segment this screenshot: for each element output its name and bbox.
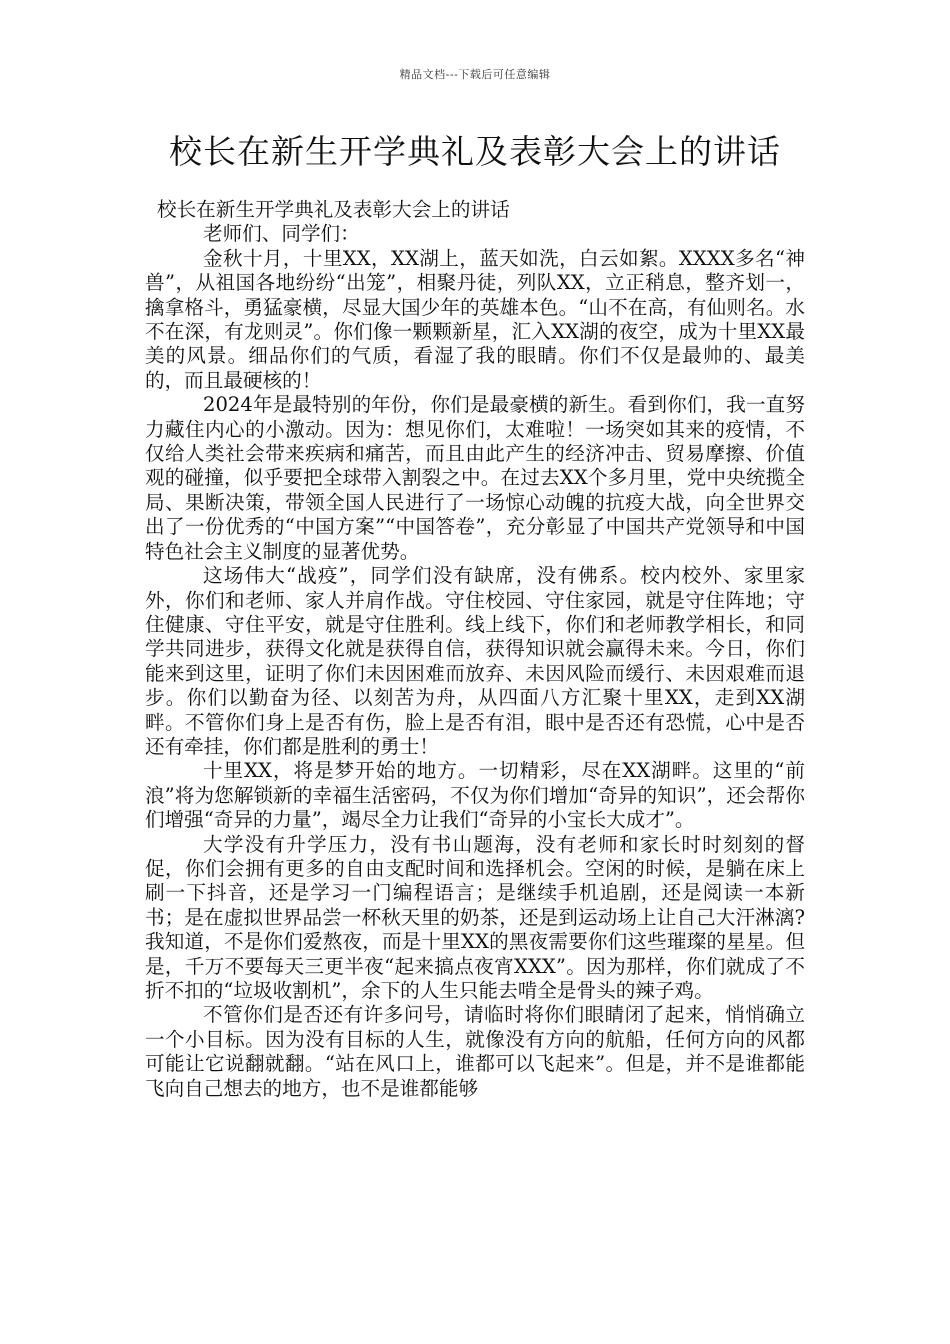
paragraph-4: 十里XX，将是梦开始的地方。一切精彩，尽在XX湖畔。这里的“前浪”将为您解锁新的幸福生活密码，不仅为你们增加“奇异的知识”，还会帮你们增强“奇异的力量”，竭尽全力让我们“奇异的小宝长大成才”。	[145, 759, 805, 832]
document-body	[145, 198, 805, 1101]
paragraph-6: 不管你们是否还有许多问号，请临时将你们眼睛闭了起来，悄悄确立一个小目标。因为没有目标的人生，就像没有方向的航船，任何方向的风都可能让它说翻就翻。“站在风口上，谁都可以飞起来”。但是，并不是谁都能飞向自己想去的地方，也不是谁都能够	[145, 1003, 805, 1100]
speech-subtitle: 校长在新生开学典礼及表彰大会上的讲话	[157, 198, 510, 221]
paragraph-1: 金秋十月，十里XX，XX湖上，蓝天如洗，白云如絮。XXXX多名“神兽”，从祖国各地纷纷“出笼”，相聚丹徒，列队XX，立正稍息，整齐划一，擒拿格斗，勇猛豪横，尽显大国少年的英雄本色。“山不在高，有仙则名。水不在深，有龙则灵”。你们像一颗颗新星，汇入XX湖的夜空，成为十里XX最美的风景。细品你们的气质，看湿了我的眼睛。你们不仅是最帅的、最美的，而且最硬核的！	[145, 246, 805, 392]
paragraph-3: 这场伟大“战疫”，同学们没有缺席，没有佛系。校内校外、家里家外，你们和老师、家人并肩作战。守住校园、守住家园，就是守住阵地；守住健康、守住平安，就是守住胜利。线上线下，你们和老师教学相长，和同学共同进步，获得文化就是获得自信，获得知识就会赢得未来。今日，你们能来到这里，证明了你们未因困难而放弃、未因风险而缓行、未因艰难而退步。你们以勤奋为径、以刻苦为舟，从四面八方汇聚十里XX，走到XX湖畔。不管你们身上是否有伤，脸上是否有泪，眼中是否还有恐慌，心中是否还有牵挂，你们都是胜利的勇士！	[145, 564, 805, 758]
salutation: 老师们、同学们：	[203, 222, 360, 246]
paragraph-2: 2024年是最特别的年份，你们是最豪横的新生。看到你们，我一直努力藏住内心的小激动。因为：想见你们，太难啦！一场突如其来的疫情，不仅给人类社会带来疾病和痛苦，而且由此产生的经济冲击、贸易摩擦、价值观的碰撞，似乎要把全球带入割裂之中。在过去XX个多月里，党中央统揽全局、果断决策，带领全国人民进行了一场惊心动魄的抗疫大战，向全世界交出了一份优秀的“中国方案”“中国答卷”，充分彰显了中国共产党领导和中国特色社会主义制度的显著优势。	[145, 393, 805, 563]
header-note: 精品文档---下载后可任意编辑	[399, 68, 551, 81]
document-title: 校长在新生开学典礼及表彰大会上的讲话	[169, 132, 781, 171]
paragraph-5: 大学没有升学压力，没有书山题海，没有老师和家长时时刻刻的督促，你们会拥有更多的自由支配时间和选择机会。空闲的时候，是躺在床上刷一下抖音，还是学习一门编程语言；是继续手机追剧，还是阅读一本新书；是在虚拟世界品尝一杯秋天里的奶茶，还是到运动场上让自己大汗淋漓?我知道，不是你们爱熬夜，而是十里XX的黑夜需要你们这些璀璨的星星。但是，千万不要每天三更半夜“起来搞点夜宵XXX”。因为那样，你们就成了不折不扣的“垃圾收割机”，余下的人生只能去啃全是骨头的辣子鸡。	[145, 832, 805, 1002]
